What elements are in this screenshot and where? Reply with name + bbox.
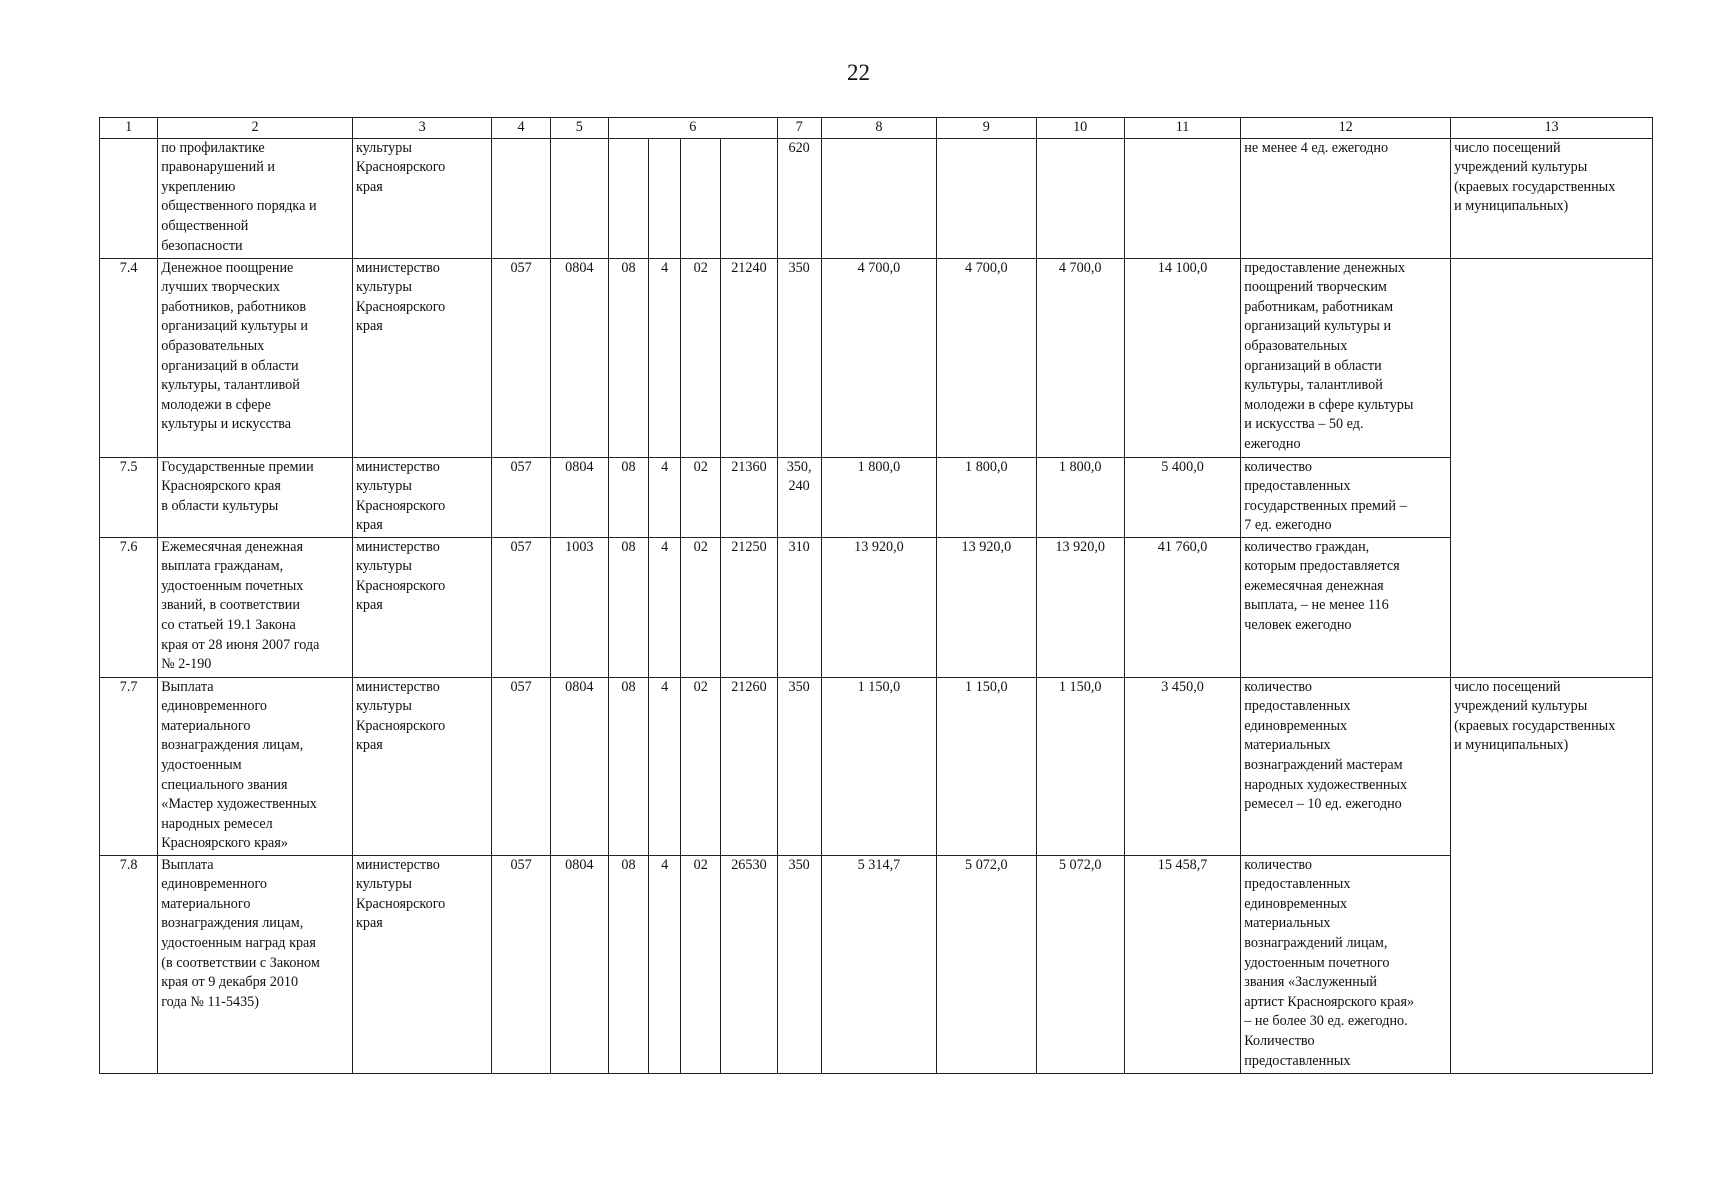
code-csr-4: 21360 [721, 457, 777, 537]
code-csr-2 [649, 138, 681, 258]
amount-total: 15 458,7 [1124, 855, 1240, 1073]
code-rzpr: 1003 [550, 537, 608, 677]
header-cell: 5 [550, 118, 608, 139]
responsible-org: министерство культуры Красноярского края [352, 537, 492, 677]
expected-result: количество граждан, которым предоставляется ежемесячная денежная выплата, – не менее 116 человек ежегодно [1241, 537, 1451, 677]
amount-year-2: 5 072,0 [937, 855, 1036, 1073]
code-csr-2: 4 [649, 258, 681, 457]
code-csr-2: 4 [649, 537, 681, 677]
header-row [100, 118, 1653, 139]
code-csr-4: 21240 [721, 258, 777, 457]
table-row [100, 457, 1653, 537]
responsible-org: министерство культуры Красноярского края [352, 258, 492, 457]
table-row [100, 258, 1653, 457]
responsible-org: министерство культуры Красноярского края [352, 677, 492, 855]
measure-name: Ежемесячная денежная выплата гражданам, удостоенным почетных званий, в соответствии со статьей 19.1 Закона края от 28 июня 2007 года № 2-190 [158, 537, 353, 677]
code-vr: 350 [777, 855, 821, 1073]
code-grbs: 057 [492, 537, 550, 677]
table-row [100, 537, 1653, 677]
code-csr-3: 02 [681, 457, 721, 537]
amount-year-1: 13 920,0 [821, 537, 936, 677]
row-number: 7.6 [100, 537, 158, 677]
table-row [100, 677, 1653, 855]
table-row [100, 138, 1653, 258]
amount-year-2 [937, 138, 1036, 258]
responsible-org: культуры Красноярского края [352, 138, 492, 258]
header-cell: 1 [100, 118, 158, 139]
code-csr-4: 21260 [721, 677, 777, 855]
budget-table [99, 117, 1653, 1074]
header-cell: 9 [937, 118, 1036, 139]
code-csr-1: 08 [608, 855, 648, 1073]
page-number: 22 [847, 60, 870, 85]
code-csr-3 [681, 138, 721, 258]
responsible-org: министерство культуры Красноярского края [352, 855, 492, 1073]
code-csr-1: 08 [608, 258, 648, 457]
measure-name: Государственные премии Красноярского края в области культуры [158, 457, 353, 537]
code-csr-4: 26530 [721, 855, 777, 1073]
row-number [100, 138, 158, 258]
code-csr-2: 4 [649, 855, 681, 1073]
measure-name: по профилактике правонарушений и укреплению общественного порядка и общественной безопасности [158, 138, 353, 258]
code-csr-1: 08 [608, 677, 648, 855]
indicator: число посещений учреждений культуры (краевых государственных и муниципальных) [1451, 138, 1653, 258]
amount-year-1: 4 700,0 [821, 258, 936, 457]
amount-total: 41 760,0 [1124, 537, 1240, 677]
measure-name: Выплата единовременного материального вознаграждения лицам, удостоенным наград края (в соответствии с Законом края от 9 декабря 2010 года № 11-5435) [158, 855, 353, 1073]
code-rzpr [550, 138, 608, 258]
indicator: число посещений учреждений культуры (краевых государственных и муниципальных) [1451, 677, 1653, 1073]
code-vr: 620 [777, 138, 821, 258]
row-number: 7.7 [100, 677, 158, 855]
header-cell: 10 [1036, 118, 1124, 139]
amount-total: 5 400,0 [1124, 457, 1240, 537]
measure-name: Выплата единовременного материального вознаграждения лицам, удостоенным специального звания «Мастер художественных народных ремесел Красноярского края» [158, 677, 353, 855]
amount-total: 14 100,0 [1124, 258, 1240, 457]
amount-year-3: 1 800,0 [1036, 457, 1124, 537]
amount-year-3: 5 072,0 [1036, 855, 1124, 1073]
header-cell: 2 [158, 118, 353, 139]
amount-year-3: 4 700,0 [1036, 258, 1124, 457]
code-grbs: 057 [492, 258, 550, 457]
code-csr-4: 21250 [721, 537, 777, 677]
code-csr-3: 02 [681, 677, 721, 855]
responsible-org: министерство культуры Красноярского края [352, 457, 492, 537]
row-number: 7.8 [100, 855, 158, 1073]
amount-year-3 [1036, 138, 1124, 258]
code-grbs [492, 138, 550, 258]
code-grbs: 057 [492, 457, 550, 537]
header-cell: 3 [352, 118, 492, 139]
code-vr: 310 [777, 537, 821, 677]
header-cell: 7 [777, 118, 821, 139]
amount-year-2: 4 700,0 [937, 258, 1036, 457]
code-rzpr: 0804 [550, 677, 608, 855]
expected-result: предоставление денежных поощрений творческим работникам, работникам организаций культуры и образовательных организаций в области культуры, талантливой молодежи в сфере культуры и искусства – 50 ед. ежегодно [1241, 258, 1451, 457]
code-csr-2: 4 [649, 677, 681, 855]
code-rzpr: 0804 [550, 258, 608, 457]
amount-year-1 [821, 138, 936, 258]
code-vr: 350 [777, 677, 821, 855]
amount-year-3: 1 150,0 [1036, 677, 1124, 855]
code-csr-3: 02 [681, 855, 721, 1073]
amount-year-1: 1 800,0 [821, 457, 936, 537]
indicator-empty [1451, 258, 1653, 677]
code-csr-1 [608, 138, 648, 258]
row-number: 7.5 [100, 457, 158, 537]
header-cell: 8 [821, 118, 936, 139]
table-row [100, 855, 1653, 1073]
code-vr: 350, 240 [777, 457, 821, 537]
header-cell: 6 [608, 118, 777, 139]
amount-year-2: 1 150,0 [937, 677, 1036, 855]
code-vr: 350 [777, 258, 821, 457]
header-cell: 4 [492, 118, 550, 139]
code-csr-2: 4 [649, 457, 681, 537]
amount-total: 3 450,0 [1124, 677, 1240, 855]
code-rzpr: 0804 [550, 457, 608, 537]
row-number: 7.4 [100, 258, 158, 457]
code-csr-3: 02 [681, 537, 721, 677]
measure-name: Денежное поощрение лучших творческих работников, работников организаций культуры и образовательных организаций в области культуры, талантливой молодежи в сфере культуры и искусства [158, 258, 353, 457]
amount-year-1: 5 314,7 [821, 855, 936, 1073]
code-csr-1: 08 [608, 457, 648, 537]
header-cell: 12 [1241, 118, 1451, 139]
amount-year-2: 1 800,0 [937, 457, 1036, 537]
amount-year-2: 13 920,0 [937, 537, 1036, 677]
code-grbs: 057 [492, 855, 550, 1073]
header-cell: 11 [1124, 118, 1240, 139]
expected-result: количество предоставленных государственных премий – 7 ед. ежегодно [1241, 457, 1451, 537]
code-csr-4 [721, 138, 777, 258]
code-grbs: 057 [492, 677, 550, 855]
amount-year-1: 1 150,0 [821, 677, 936, 855]
amount-total [1124, 138, 1240, 258]
header-cell: 13 [1451, 118, 1653, 139]
expected-result: количество предоставленных единовременных материальных вознаграждений мастерам народных художественных ремесел – 10 ед. ежегодно [1241, 677, 1451, 855]
expected-result: количество предоставленных единовременных материальных вознаграждений лицам, удостоенным почетного звания «Заслуженный артист Красноярского края» – не более 30 ед. ежегодно. Количество предоставленных [1241, 855, 1451, 1073]
expected-result: не менее 4 ед. ежегодно [1241, 138, 1451, 258]
code-csr-3: 02 [681, 258, 721, 457]
amount-year-3: 13 920,0 [1036, 537, 1124, 677]
code-csr-1: 08 [608, 537, 648, 677]
code-rzpr: 0804 [550, 855, 608, 1073]
